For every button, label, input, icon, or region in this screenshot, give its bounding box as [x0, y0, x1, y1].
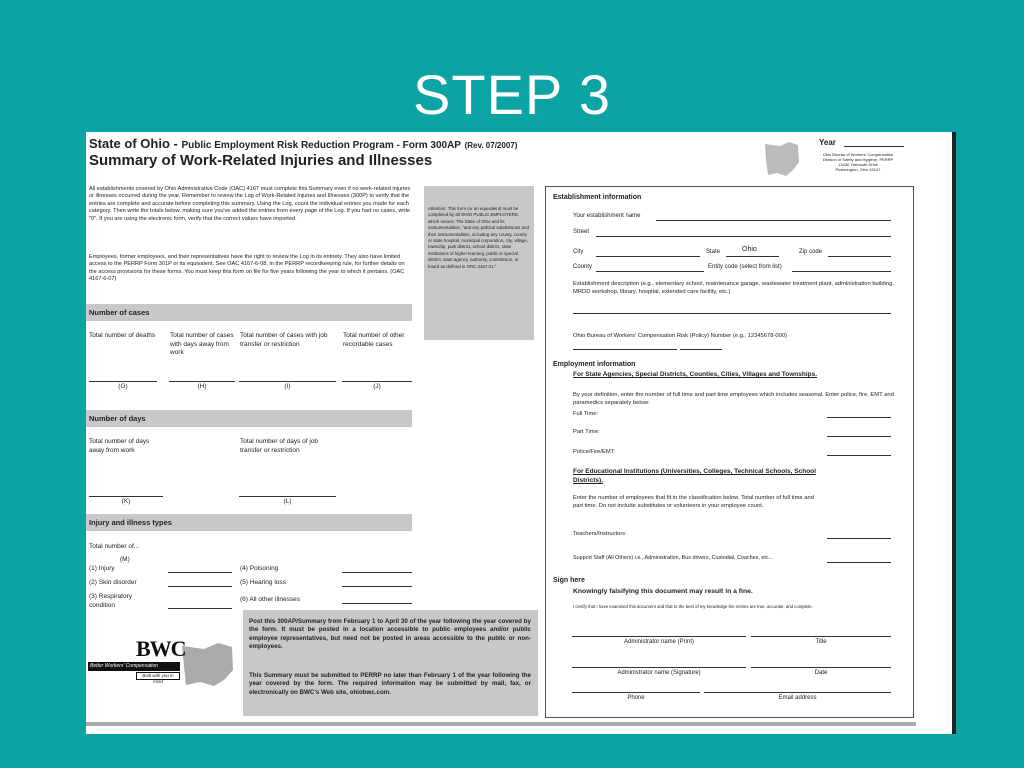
state-agencies-heading: For State Agencies, Special Districts, Counties, Cities, Villages and Townships.: [573, 371, 818, 378]
days-transfer-label: Total number of days of job transfer or restriction: [240, 438, 319, 454]
summary-title: Summary of Work-Related Injuries and Illnesses: [89, 152, 433, 169]
bwc-tagline: Better Workers' Compensation: [88, 662, 180, 671]
intro-paragraph-1: All establishments covered by Ohio Administrative Code (OAC) 4167 must complete this Summary even if no work-related injuries or illnesses occurred during the year. Remember to review the Log of Work-Related Injuries and Illnesses (300P) to verify that the entries are complete and accurate before completing this summary. Using the Log, count the individual entries you made for each category. Then write the totals below, making sure you've added the entries from every page of the Log. If you had no cases, write "0". If you are using the electronic form, verify that the correct values have imported.: [89, 186, 411, 222]
cases-deaths-field[interactable]: [89, 381, 157, 382]
title-label: Title: [815, 639, 827, 645]
days-away-field[interactable]: [89, 496, 163, 497]
establishment-heading: Establishment information: [553, 194, 642, 201]
county-label: County: [573, 264, 593, 270]
type-injury: (1) Injury: [89, 565, 115, 572]
support-staff-label: Support Staff (All Others) i.e., Administration, Bus drivers, Custodial, Coaches, etc...: [573, 555, 774, 561]
attention-text: Attention: This form (or an equivalent) must be completed by all OHIO PUBLIC EMPLOYERS, which means: The State of Ohio and its instrumentalities, "and any political subdivisions and their instrumentalities, including any county, county or state hospital, municipal corporation, city, village, township, park district, school district, state institutions of higher learning, public or special district, state agency, authority, commission, or board as defined in ORC 4167.01.": [428, 206, 529, 269]
header-program: Public Employment Risk Reduction Program - Form 300AP: [181, 140, 461, 151]
form-header: [89, 136, 517, 151]
posting-box: [243, 610, 538, 716]
code-h: (H): [197, 383, 207, 390]
employment-heading: Employment information: [553, 361, 636, 368]
cases-transfer-label: Total number of cases with job transfer or restriction: [240, 332, 328, 348]
date-field[interactable]: [751, 667, 891, 668]
cases-days-away-field[interactable]: [169, 381, 235, 382]
email-field[interactable]: [704, 692, 891, 693]
code-m: (M): [120, 556, 130, 563]
part-time-field[interactable]: [827, 436, 891, 437]
definition-text: By your definition, enter the number of full time and part time employees which includes seasonal. Enter police, fire, EMT and paramedics separately below:: [573, 392, 894, 406]
form-300ap-document: [86, 132, 956, 734]
certify-text: I certify that I have examined this document and that to the best of my knowledge the entries are true, accurate, and complete.: [573, 604, 813, 609]
zip-field[interactable]: [828, 256, 891, 257]
city-label: City: [573, 249, 584, 255]
code-k: (K): [121, 498, 131, 505]
bwc-slogan: Built with you in mind: [136, 672, 180, 680]
header-rev: (Rev. 07/2007): [464, 141, 518, 150]
cases-days-away-label: Total number of cases with days away from work: [170, 332, 234, 356]
posting-paragraph: Post this 300AP/Summary from February 1 to April 30 of the year following the year covered by the form. It must be posted in a location accessible to public employees and/or public employee representatives, but need not be posted in areas accessible to the public or non-employees.: [249, 618, 531, 651]
policy-suffix-field[interactable]: [680, 349, 722, 350]
falsifying-warning: Knowingly falsifying this document may result in a fine.: [573, 588, 753, 595]
cases-transfer-field[interactable]: [239, 381, 336, 382]
establishment-box: [545, 186, 914, 718]
admin-print-field[interactable]: [572, 636, 746, 637]
types-total-label: Total number of...: [89, 543, 140, 550]
state-value: Ohio: [742, 246, 757, 253]
code-i: (I): [284, 383, 291, 390]
slide-title: STEP 3: [413, 63, 611, 126]
skin-disorder-field[interactable]: [168, 586, 232, 587]
code-j: (J): [373, 383, 381, 390]
type-poisoning: (4) Poisoning: [240, 565, 279, 572]
days-away-label: Total number of days away from work: [89, 438, 150, 454]
code-l: (L): [283, 498, 292, 505]
sign-heading: Sign here: [553, 577, 585, 584]
county-field[interactable]: [596, 271, 704, 272]
type-hearing-loss: (5) Hearing loss: [240, 579, 286, 586]
state-field[interactable]: [726, 256, 779, 257]
police-fire-emt-field[interactable]: [827, 455, 891, 456]
days-heading: Number of days: [86, 410, 412, 427]
street-field[interactable]: [596, 236, 891, 237]
other-illnesses-field[interactable]: [342, 603, 412, 604]
admin-signature-field[interactable]: [572, 667, 746, 668]
policy-number-field[interactable]: [573, 349, 677, 350]
ohio-logo-icon: [178, 640, 236, 686]
respiratory-field[interactable]: [168, 608, 232, 609]
entity-code-label: Entity code (select from list): [708, 264, 782, 270]
year-line[interactable]: [844, 146, 904, 147]
header-state: State of Ohio -: [89, 136, 178, 151]
part-time-label: Part Time:: [573, 429, 600, 435]
type-skin-disorder: (2) Skin disorder: [89, 579, 137, 586]
cases-other-field[interactable]: [342, 381, 412, 382]
ohio-map-icon: [762, 140, 802, 178]
hearing-loss-field[interactable]: [342, 586, 412, 587]
code-g: (G): [118, 383, 128, 390]
cases-heading: Number of cases: [86, 304, 412, 321]
city-field[interactable]: [596, 256, 700, 257]
educational-heading: For Educational Institutions (Universities, Colleges, Technical Schools, School Districts).: [573, 468, 816, 484]
establishment-name-field[interactable]: [656, 220, 891, 221]
street-label: Street: [573, 229, 590, 235]
description-field[interactable]: [573, 313, 891, 314]
enter-number-text: Enter the number of employees that fit in the classification below. Total number of full time and part time. Do not include substitutes or volunteers in your employee count.: [573, 495, 814, 509]
cases-deaths-label: Total number of deaths: [89, 332, 156, 339]
zip-label: Zip code: [799, 249, 823, 255]
establishment-name-label: Your establishment name: [573, 213, 641, 219]
police-fire-emt-label: Police/Fire/EMT:: [573, 449, 616, 455]
type-other-illnesses: (6) All other illnesses: [240, 596, 300, 603]
cases-other-label: Total number of other recordable cases: [343, 332, 405, 348]
bureau-address: Ohio Bureau of Workers' Compensation Division of Safety and Hygiene, PERRP 13430 Yarmouth Drive Pickerington, Ohio 43147: [822, 152, 894, 172]
email-label: Email address: [778, 695, 817, 701]
full-time-label: Full Time:: [573, 411, 599, 417]
phone-label: Phone: [627, 695, 645, 701]
type-respiratory: (3) Respiratory condition: [89, 593, 132, 609]
bottom-rule: [86, 722, 916, 726]
bwc-initials: BWC: [136, 636, 186, 661]
policy-number-label: Ohio Bureau of Workers' Compensation Risk (Policy) Number (e.g., 12345678-000): [573, 333, 787, 339]
page-edge: [952, 132, 956, 734]
title-field[interactable]: [751, 636, 891, 637]
date-label: Date: [814, 670, 828, 676]
injury-field[interactable]: [168, 572, 232, 573]
teachers-field[interactable]: [827, 538, 891, 539]
admin-signature-label: Administrator name (Signature): [617, 670, 701, 676]
admin-print-label: Administrator name (Print): [623, 639, 695, 645]
entity-code-field[interactable]: [792, 271, 891, 272]
types-heading: Injury and illness types: [86, 514, 412, 531]
intro-paragraph-2: Employees, former employees, and their representatives have the right to review the Log in its entirety. They also have limited access to the PERRP Form 301P or its equivalent. See OAC 4167-6-08, in the PERRP recordkeeping rule, for further details on the access provisions for these forms. You must keep this form on file for five years following the year to which it pertains. (OAC 4167-6-07): [89, 254, 405, 283]
support-staff-field[interactable]: [827, 562, 891, 563]
year-label: Year: [819, 138, 836, 147]
days-transfer-field[interactable]: [239, 496, 336, 497]
state-label: State: [706, 249, 721, 255]
bwc-logo: [86, 632, 240, 688]
attention-box: [424, 186, 534, 340]
phone-field[interactable]: [572, 692, 700, 693]
submit-paragraph: This Summary must be submitted to PERRP no later than February 1 of the year following the year covered by the form. The required information may be submitted by mail, fax, or electronically on BWC's Web site, ohiobwc.com.: [249, 672, 531, 696]
full-time-field[interactable]: [827, 417, 891, 418]
description-label: Establishment description (e.g., elementary school, maintenance garage, wastewater treatment plant, administration building, MRDD workshop, library, hospital, extended care facility, etc.): [573, 281, 894, 295]
teachers-label: Teachers/Instructors:: [573, 531, 627, 537]
poisoning-field[interactable]: [342, 572, 412, 573]
